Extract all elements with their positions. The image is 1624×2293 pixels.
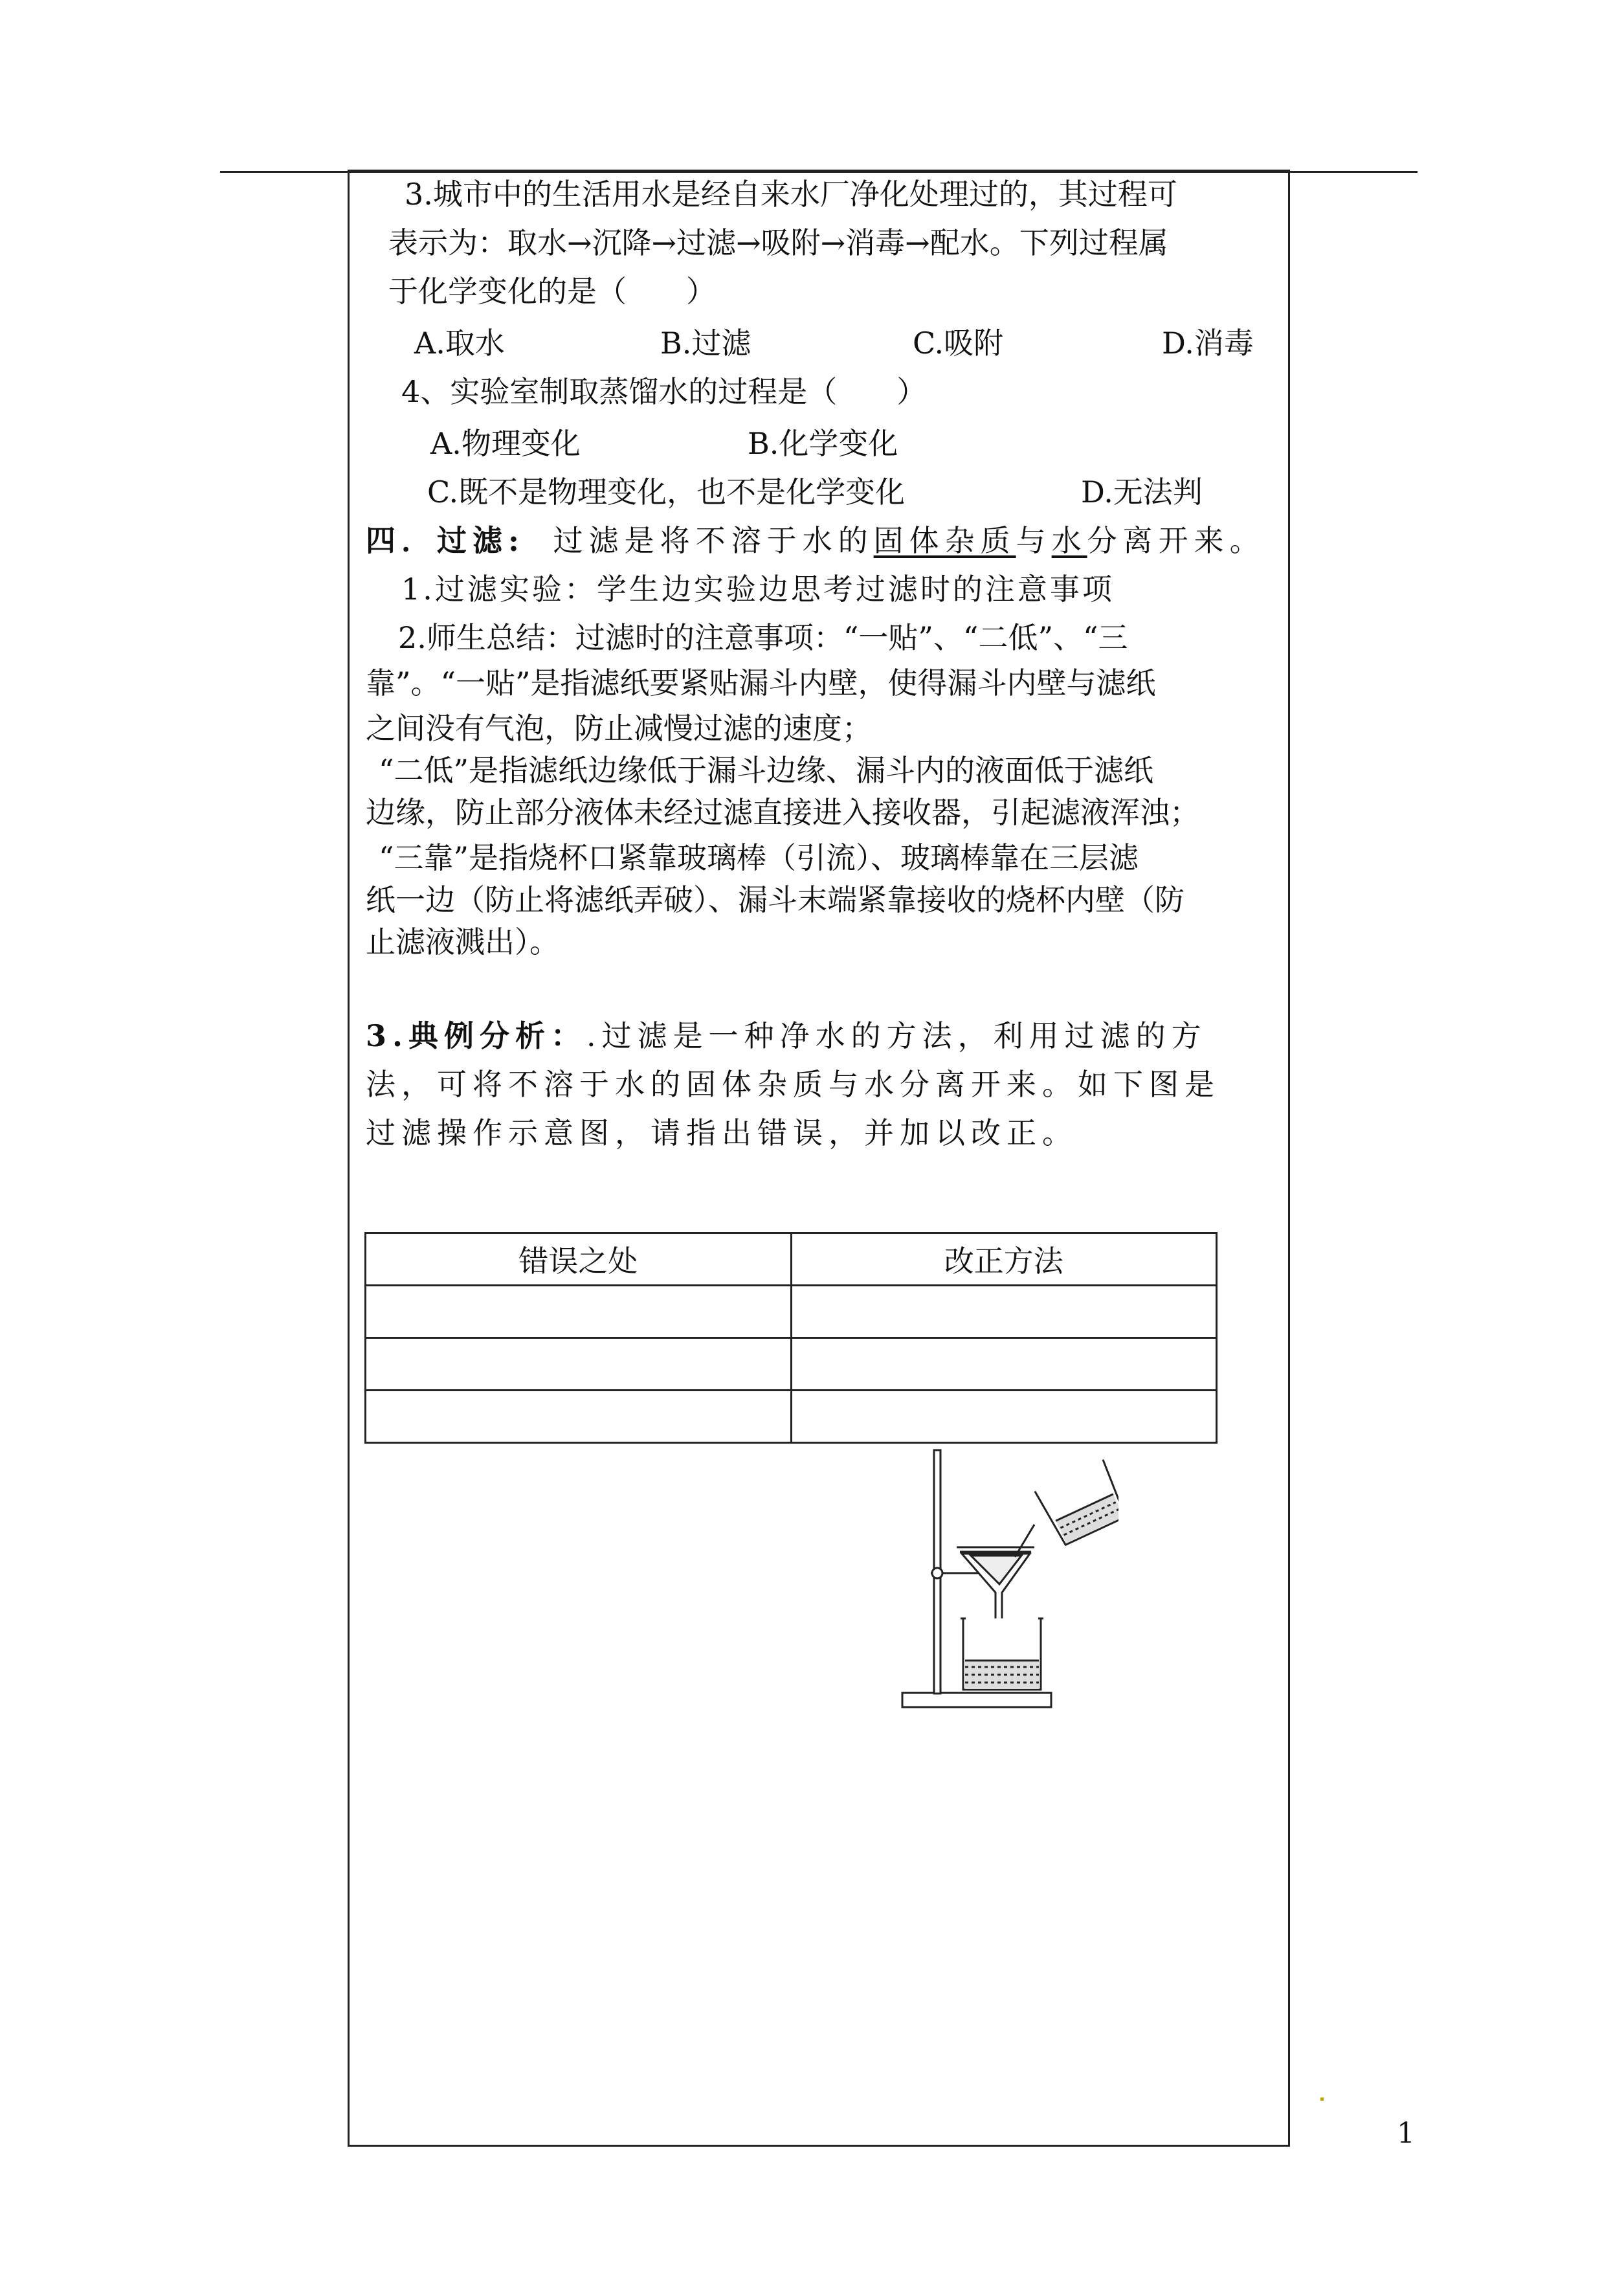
section4-item-2-line-5: 边缘，防止部分液体未经过滤直接进入接收器，引起滤液浑浊； — [366, 795, 1199, 830]
section4-item-2-line-8: 止滤液溅出）。 — [366, 924, 559, 959]
section4-item-2-line-1: 2.师生总结：过滤时的注意事项：“一贴”、“二低”、“三 — [398, 620, 1128, 655]
table-cell-correction[interactable] — [791, 1286, 1217, 1338]
q3-option-a: A.取水 — [414, 326, 505, 361]
table-header-row — [366, 1233, 1217, 1286]
section4-item-2-line-2: 靠”。“一贴”是指滤纸要紧贴漏斗内壁，使得漏斗内壁与滤纸 — [366, 666, 1156, 700]
table-row — [366, 1391, 1217, 1443]
section4-item-2-line-4: “二低”是指滤纸边缘低于漏斗边缘、漏斗内的液面低于滤纸 — [379, 753, 1154, 788]
pouring-beaker — [1035, 1460, 1118, 1547]
q4-stem: 4、实验室制取蒸馏水的过程是（ ） — [401, 374, 927, 409]
q4-option-a: A.物理变化 — [430, 426, 581, 461]
table-header-error: 错误之处 — [366, 1233, 792, 1286]
example-text-1: .过滤是一种净水的方法，利用过滤的方 — [586, 1018, 1207, 1053]
section4-heading-line — [366, 521, 1265, 560]
table-row — [366, 1286, 1217, 1338]
section4-item-1: 1.过滤实验：学生边实验边思考过滤时的注意事项 — [401, 572, 1115, 607]
q3-option-d: D.消毒 — [1162, 326, 1254, 361]
page-number: 1 — [1397, 2117, 1415, 2150]
filtration-diagram — [898, 1447, 1118, 1719]
section4-intro-a: 过滤是将不溶于水的 — [553, 523, 874, 558]
q3-line-1: 3.城市中的生活用水是经自来水厂净化处理过的，其过程可 — [405, 177, 1177, 212]
q3-option-c: C.吸附 — [913, 326, 1004, 361]
q4-option-b: B.化学变化 — [748, 426, 898, 461]
q4-option-d: D.无法判 — [1081, 475, 1203, 509]
example-line-3: 过滤操作示意图，请指出错误，并加以改正。 — [366, 1115, 1078, 1150]
example-label: 3.典例分析： — [366, 1018, 587, 1053]
table-row — [366, 1338, 1217, 1391]
stand-base — [902, 1693, 1051, 1707]
mark-dot — [1320, 2097, 1324, 2101]
section4-intro-underline-1: 固体杂质 — [873, 523, 1016, 558]
table-cell-correction[interactable] — [791, 1391, 1217, 1443]
table-cell-error[interactable] — [366, 1391, 792, 1443]
table-cell-correction[interactable] — [791, 1338, 1217, 1391]
section4-intro-b: 与 — [1016, 523, 1052, 558]
table-header-correction: 改正方法 — [791, 1233, 1217, 1286]
section4-item-2-line-7: 纸一边（防止将滤纸弄破）、漏斗末端紧靠接收的烧杯内壁（防 — [366, 882, 1185, 917]
section4-heading: 四．过滤: — [366, 523, 525, 558]
q3-line-2: 表示为：取水→沉降→过滤→吸附→消毒→配水。下列过程属 — [388, 225, 1168, 260]
clamp-knob — [932, 1568, 942, 1578]
section4-intro-underline-2: 水 — [1051, 523, 1087, 558]
q4-option-c: C.既不是物理变化，也不是化学变化 — [427, 475, 906, 509]
q3-option-b: B.过滤 — [660, 326, 751, 361]
q3-line-3: 于化学变化的是（ ） — [388, 274, 716, 309]
section4-item-2-line-3: 之间没有气泡，防止减慢过滤的速度； — [366, 711, 872, 746]
section4-item-2-line-6: “三靠”是指烧杯口紧靠玻璃棒（引流）、玻璃棒靠在三层滤 — [379, 840, 1139, 875]
error-correction-table — [364, 1232, 1218, 1444]
example-line-2: 法，可将不溶于水的固体杂质与水分离开来。如下图是 — [366, 1067, 1220, 1102]
content-frame — [348, 170, 1290, 2147]
example-line-1 — [366, 1016, 1207, 1055]
table-cell-error[interactable] — [366, 1338, 792, 1391]
table-cell-error[interactable] — [366, 1286, 792, 1338]
section4-intro-c: 分离开来。 — [1087, 523, 1265, 558]
